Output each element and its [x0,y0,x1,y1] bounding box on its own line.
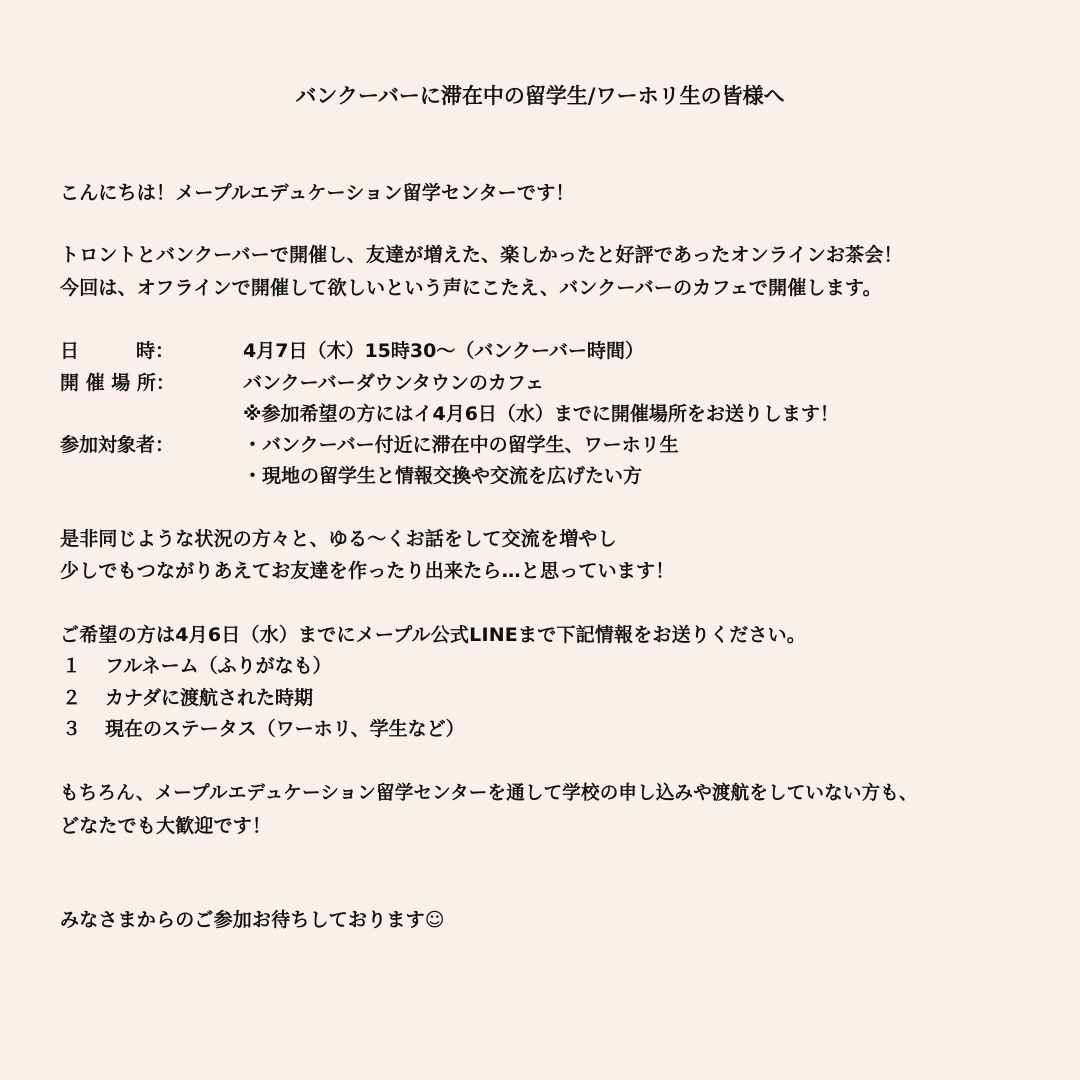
apply-item-2-number: ２ [62,687,82,709]
message-line-2: 少しでもつながりあえてお友達を作ったり出来たら…と思っています！ [60,560,675,582]
target-item-2: ・現地の留学生と情報交換や交流を広げたい方 [243,465,643,487]
apply-item-1-number: １ [62,655,82,677]
apply-intro: ご希望の方は4月6日（水）までにメープル公式LINEまで下記情報をお送りください。 [60,624,806,646]
intro-line-2: 今回は、オフラインで開催して欲しいという声にこたえ、バンクーバーのカフェで開催します。 [60,277,882,299]
page-title: バンクーバーに滞在中の留学生/ワーホリ生の皆様へ [295,84,785,108]
date-value: 4月7日（木）15時30～（バンクーバー時間） [243,340,644,362]
venue-label: 開 催 場 所： [60,372,175,394]
target-label: 参加対象者： [60,434,175,456]
apply-item-3-number: ３ [62,718,82,740]
date-label: 日 時： [60,340,175,362]
welcome-line-1: もちろん、メープルエデュケーション留学センターを通して学校の申し込みや渡航をしていない方も、 [60,783,918,804]
venue-value: バンクーバーダウンタウンのカフェ [243,372,544,394]
apply-item-2-text: カナダに渡航された時期 [105,687,314,709]
target-item-1: ・バンクーバー付近に滞在中の留学生、ワーホリ生 [243,434,679,456]
message-line-1: 是非同じような状況の方々と、ゆる～くお話をして交流を増やし [60,528,617,550]
apply-item-3-text: 現在のステータス（ワーホリ、学生など） [105,718,465,740]
venue-note: ※参加希望の方にはイ4月6日（水）までに開催場所をお送りします！ [243,403,839,425]
intro-line-1: トロントとバンクーバーで開催し、友達が増えた、楽しかったと好評であったオンラインお茶会！ [60,244,903,266]
closing-message: みなさまからのご参加お待ちしております☺ [60,909,445,931]
welcome-line-2: どなたでも大歓迎です！ [60,815,272,837]
greeting: こんにちは！メープルエデュケーション留学センターです！ [60,182,575,204]
apply-item-1-text: フルネーム（ふりがなも） [105,655,332,677]
